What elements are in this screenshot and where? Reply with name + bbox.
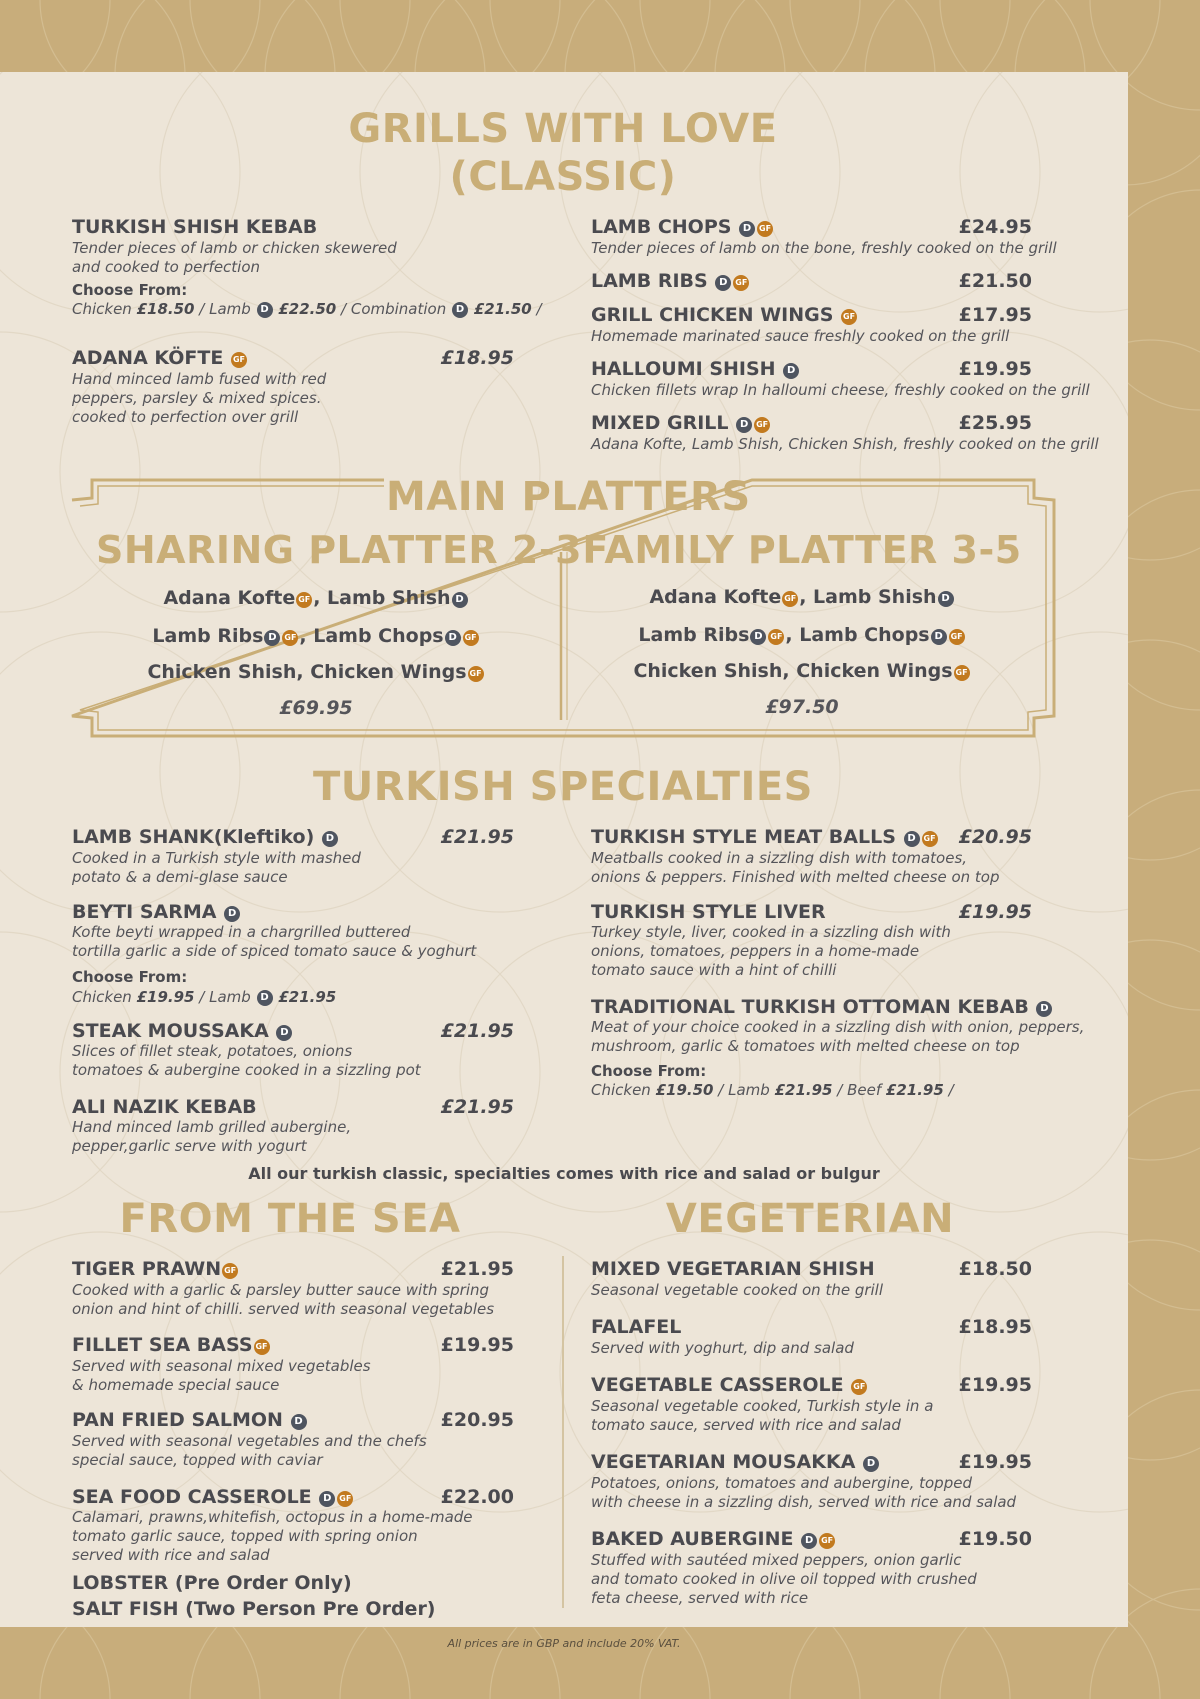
gluten-free-icon: GF — [222, 1263, 238, 1279]
option-separator: / — [536, 300, 542, 318]
ali-nazik-name: ALI NAZIK KEBAB — [72, 1096, 257, 1118]
item-name: VEGETABLE CASSEROLE — [591, 1374, 844, 1396]
column-divider — [562, 1256, 564, 1608]
option-label: / Lamb — [718, 1081, 770, 1099]
tiger-prawn-name — [72, 1258, 239, 1280]
steak-moussaka-desc: Slices of fillet steak, potatoes, onions — [72, 1042, 353, 1060]
halloumi-shish-desc: Chicken fillets wrap In halloumi cheese, freshly cooked on the grill — [591, 381, 1090, 399]
option-label: Chicken — [591, 1081, 651, 1099]
veg-shish-desc: Seasonal vegetable cooked on the grill — [591, 1281, 884, 1299]
dairy-icon: D — [1036, 1001, 1052, 1017]
option-label: / Beef — [837, 1081, 882, 1099]
dairy-icon: D — [783, 363, 799, 379]
gluten-free-icon: GF — [768, 629, 784, 645]
option-label: / Lamb — [199, 988, 251, 1006]
beyti-options — [72, 988, 336, 1007]
lamb-ribs-price: £21.50 — [958, 270, 1032, 292]
gluten-free-icon: GF — [296, 592, 312, 608]
ali-nazik-price: £21.95 — [440, 1096, 514, 1118]
dairy-icon: D — [445, 630, 461, 646]
option-price: £21.95 — [885, 1081, 944, 1099]
family-platter-line1 — [582, 586, 1022, 608]
grills-title-line2: (CLASSIC) — [449, 154, 677, 200]
platter-item: Chicken Shish, Chicken Wings — [147, 661, 467, 683]
veg-mousakka-desc: Potatoes, onions, tomatoes and aubergine, topped — [591, 1474, 972, 1492]
item-name: TIGER PRAWN — [72, 1258, 222, 1280]
baked-aubergine-desc: and tomato cooked in olive oil topped with crushed — [591, 1570, 977, 1588]
dairy-icon: D — [801, 1533, 817, 1549]
sharing-platter-price: £69.95 — [279, 697, 353, 719]
dairy-icon: D — [938, 591, 954, 607]
lamb-chops-price: £24.95 — [958, 216, 1032, 238]
ottoman-kebab-desc: mushroom, garlic & tomatoes with melted cheese on top — [591, 1037, 1020, 1055]
seafood-casserole-desc: tomato garlic sauce, topped with spring onion — [72, 1527, 418, 1545]
option-price: £19.95 — [136, 988, 195, 1006]
sea-bass-desc: & homemade special sauce — [72, 1376, 280, 1394]
meat-balls-desc: onions & peppers. Finished with melted cheese on top — [591, 868, 1000, 886]
sea-title: FROM THE SEA — [119, 1196, 461, 1242]
platter-item: Lamb Ribs — [152, 625, 264, 647]
sharing-platter-line2 — [96, 625, 536, 647]
gluten-free-icon: GF — [922, 831, 938, 847]
gluten-free-icon: GF — [757, 221, 773, 237]
ali-nazik-desc: pepper,garlic serve with yogurt — [72, 1137, 307, 1155]
option-price: £22.50 — [278, 300, 337, 318]
dairy-icon: D — [257, 302, 273, 318]
veg-mousakka-price: £19.95 — [958, 1451, 1032, 1473]
adana-kofte-desc: peppers, parsley & mixed spices. — [72, 389, 322, 407]
dairy-icon: D — [257, 990, 273, 1006]
item-name: LAMB RIBS — [591, 270, 708, 292]
item-name: HALLOUMI SHISH — [591, 358, 776, 380]
platters-title: MAIN PLATTERS — [386, 474, 751, 520]
dairy-icon: D — [750, 629, 766, 645]
option-price: £19.50 — [655, 1081, 714, 1099]
option-price: £18.50 — [136, 300, 195, 318]
option-separator: / — [948, 1081, 954, 1099]
item-name: VEGETARIAN MOUSAKKA — [591, 1451, 856, 1473]
dairy-icon: D — [863, 1456, 879, 1472]
dairy-icon: D — [904, 831, 920, 847]
veg-title: VEGETERIAN — [665, 1196, 955, 1242]
lamb-shank-desc: Cooked in a Turkish style with mashed — [72, 849, 361, 867]
shish-kebab-name: TURKISH SHISH KEBAB — [72, 216, 318, 238]
gluten-free-icon: GF — [463, 630, 479, 646]
item-name: BEYTI SARMA — [72, 901, 217, 923]
ottoman-options — [591, 1081, 954, 1100]
platter-item: Chicken Shish, Chicken Wings — [633, 660, 953, 682]
shish-kebab-desc: and cooked to perfection — [72, 258, 261, 276]
tiger-prawn-desc: Cooked with a garlic & parsley butter sauce with spring — [72, 1281, 490, 1299]
steak-moussaka-name — [72, 1020, 293, 1042]
beyti-sarma-desc: tortilla garlic a side of spiced tomato sauce & yoghurt — [72, 942, 477, 960]
liver-name: TURKISH STYLE LIVER — [591, 901, 826, 923]
item-name: MIXED GRILL — [591, 412, 729, 434]
dairy-icon: D — [319, 1491, 335, 1507]
gluten-free-icon: GF — [468, 666, 484, 682]
sharing-platter-title: SHARING PLATTER 2-3 — [96, 528, 583, 572]
dairy-icon: D — [322, 831, 338, 847]
option-price: £21.95 — [278, 988, 337, 1006]
falafel-name: FALAFEL — [591, 1316, 682, 1338]
sharing-platter-line3 — [96, 661, 536, 683]
platter-item: Adana Kofte — [163, 587, 296, 609]
veg-shish-price: £18.50 — [958, 1258, 1032, 1280]
baked-aubergine-name — [591, 1528, 836, 1550]
lamb-shank-desc: potato & a demi-glase sauce — [72, 868, 288, 886]
seafood-casserole-desc: Calamari, prawns,whitefish, octopus in a home-made — [72, 1508, 473, 1526]
seafood-casserole-desc: served with rice and salad — [72, 1546, 270, 1564]
baked-aubergine-desc: Stuffed with sautéed mixed peppers, onion garlic — [591, 1551, 962, 1569]
platter-item: Adana Kofte — [649, 586, 782, 608]
adana-kofte-name — [72, 347, 248, 369]
beyti-sarma-desc: Kofte beyti wrapped in a chargrilled buttered — [72, 923, 411, 941]
ali-nazik-desc: Hand minced lamb grilled aubergine, — [72, 1118, 352, 1136]
veg-casserole-price: £19.95 — [958, 1374, 1032, 1396]
item-name: TURKISH STYLE MEAT BALLS — [591, 826, 896, 848]
family-platter-line3 — [582, 660, 1022, 682]
gluten-free-icon: GF — [851, 1379, 867, 1395]
veg-casserole-desc: tomato sauce, served with rice and salad — [591, 1416, 901, 1434]
veg-casserole-name — [591, 1374, 868, 1396]
falafel-price: £18.95 — [958, 1316, 1032, 1338]
mixed-grill-name — [591, 412, 771, 434]
veg-mousakka-name — [591, 1451, 880, 1473]
family-platter-line2 — [582, 624, 1022, 646]
gluten-free-icon: GF — [819, 1533, 835, 1549]
tiger-prawn-price: £21.95 — [440, 1258, 514, 1280]
gluten-free-icon: GF — [949, 629, 965, 645]
dairy-icon: D — [715, 275, 731, 291]
steak-moussaka-price: £21.95 — [440, 1020, 514, 1042]
veg-casserole-desc: Seasonal vegetable cooked, Turkish style in a — [591, 1397, 934, 1415]
item-name: SEA FOOD CASSEROLE — [72, 1486, 312, 1508]
item-name: LAMB SHANK(Kleftiko) — [72, 826, 315, 848]
option-label: Chicken — [72, 300, 132, 318]
option-price: £21.50 — [473, 300, 532, 318]
gluten-free-icon: GF — [782, 591, 798, 607]
sea-bass-desc: Served with seasonal mixed vegetables — [72, 1357, 371, 1375]
mixed-grill-desc: Adana Kofte, Lamb Shish, Chicken Shish, freshly cooked on the grill — [591, 435, 1099, 453]
item-name: BAKED AUBERGINE — [591, 1528, 794, 1550]
dairy-icon: D — [452, 592, 468, 608]
liver-desc: tomato sauce with a hint of chilli — [591, 961, 837, 979]
family-platter-price: £97.50 — [765, 696, 839, 718]
item-name: LAMB CHOPS — [591, 216, 732, 238]
option-label: / Combination — [341, 300, 447, 318]
shish-kebab-desc: Tender pieces of lamb or chicken skewered — [72, 239, 397, 257]
dairy-icon: D — [931, 629, 947, 645]
mixed-grill-price: £25.95 — [958, 412, 1032, 434]
item-name: ADANA KÖFTE — [72, 347, 224, 369]
item-name: GRILL CHICKEN WINGS — [591, 304, 834, 326]
liver-desc: Turkey style, liver, cooked in a sizzling dish with — [591, 923, 951, 941]
halloumi-shish-name — [591, 358, 800, 380]
salmon-desc: Served with seasonal vegetables and the chefs — [72, 1432, 427, 1450]
chicken-wings-name — [591, 304, 858, 326]
liver-price: £19.95 — [958, 901, 1032, 923]
lamb-chops-name — [591, 216, 774, 238]
salmon-name — [72, 1409, 308, 1431]
lamb-chops-desc: Tender pieces of lamb on the bone, freshly cooked on the grill — [591, 239, 1057, 257]
family-platter-title: FAMILY PLATTER 3-5 — [582, 528, 1022, 572]
tiger-prawn-desc: onion and hint of chilli. served with seasonal vegetables — [72, 1300, 495, 1318]
dairy-icon: D — [452, 302, 468, 318]
adana-kofte-desc: cooked to perfection over grill — [72, 408, 299, 426]
dairy-icon: D — [739, 221, 755, 237]
item-name: FILLET SEA BASS — [72, 1334, 253, 1356]
halloumi-shish-price: £19.95 — [958, 358, 1032, 380]
gluten-free-icon: GF — [754, 417, 770, 433]
lamb-shank-price: £21.95 — [440, 826, 514, 848]
sea-bass-price: £19.95 — [440, 1334, 514, 1356]
lobster-preorder: LOBSTER (Pre Order Only) — [72, 1572, 352, 1594]
gluten-free-icon: GF — [254, 1339, 270, 1355]
sea-bass-name — [72, 1334, 271, 1356]
veg-shish-name: MIXED VEGETARIAN SHISH — [591, 1258, 875, 1280]
meat-balls-price: £20.95 — [958, 826, 1032, 848]
item-name: TRADITIONAL TURKISH OTTOMAN KEBAB — [591, 996, 1029, 1018]
dairy-icon: D — [264, 630, 280, 646]
platter-item: Lamb Ribs — [638, 624, 750, 646]
adana-kofte-desc: Hand minced lamb fused with red — [72, 370, 327, 388]
option-label: / Lamb — [199, 300, 251, 318]
chicken-wings-price: £17.95 — [958, 304, 1032, 326]
ottoman-kebab-desc: Meat of your choice cooked in a sizzling dish with onion, peppers, — [591, 1018, 1085, 1036]
specialties-title: TURKISH SPECIALTIES — [313, 764, 813, 810]
beyti-choose-label: Choose From: — [72, 968, 188, 986]
baked-aubergine-price: £19.50 — [958, 1528, 1032, 1550]
option-price: £21.95 — [774, 1081, 833, 1099]
platter-item: , Lamb Chops — [299, 625, 444, 647]
falafel-desc: Served with yoghurt, dip and salad — [591, 1339, 854, 1357]
meat-balls-desc: Meatballs cooked in a sizzling dish with tomatoes, — [591, 849, 968, 867]
grills-title-line1: GRILLS WITH LOVE — [348, 106, 778, 152]
gluten-free-icon: GF — [954, 665, 970, 681]
platter-item: , Lamb Shish — [799, 586, 937, 608]
sharing-platter-line1 — [96, 587, 536, 609]
veg-mousakka-desc: with cheese in a sizzling dish, served with rice and salad — [591, 1493, 1017, 1511]
vat-footer: All prices are in GBP and include 20% VAT. — [447, 1637, 681, 1650]
dairy-icon: D — [224, 906, 240, 922]
item-name: PAN FRIED SALMON — [72, 1409, 283, 1431]
gluten-free-icon: GF — [231, 352, 247, 368]
platter-item: , Lamb Chops — [785, 624, 930, 646]
gluten-free-icon: GF — [733, 275, 749, 291]
shish-options — [72, 300, 542, 319]
specialties-note: All our turkish classic, specialties comes with rice and salad or bulgur — [248, 1164, 880, 1183]
lamb-shank-name — [72, 826, 339, 848]
meat-balls-name — [591, 826, 939, 848]
seafood-casserole-price: £22.00 — [440, 1486, 514, 1508]
salmon-desc: special sauce, topped with caviar — [72, 1451, 323, 1469]
ottoman-choose-label: Choose From: — [591, 1062, 707, 1080]
adana-kofte-price: £18.95 — [440, 347, 514, 369]
salmon-price: £20.95 — [440, 1409, 514, 1431]
shish-choose-label: Choose From: — [72, 281, 188, 299]
item-name: STEAK MOUSSAKA — [72, 1020, 269, 1042]
dairy-icon: D — [291, 1414, 307, 1430]
gluten-free-icon: GF — [841, 309, 857, 325]
option-label: Chicken — [72, 988, 132, 1006]
platter-item: , Lamb Shish — [313, 587, 451, 609]
gluten-free-icon: GF — [282, 630, 298, 646]
dairy-icon: D — [736, 417, 752, 433]
beyti-sarma-name — [72, 901, 241, 923]
dairy-icon: D — [276, 1025, 292, 1041]
saltfish-preorder: SALT FISH (Two Person Pre Order) — [72, 1598, 436, 1620]
lamb-ribs-name — [591, 270, 750, 292]
liver-desc: onions, tomatoes, peppers in a home-made — [591, 942, 920, 960]
ottoman-kebab-name — [591, 996, 1053, 1018]
baked-aubergine-desc: feta cheese, served with rice — [591, 1589, 809, 1607]
chicken-wings-desc: Homemade marinated sauce freshly cooked on the grill — [591, 327, 1010, 345]
seafood-casserole-name — [72, 1486, 354, 1508]
gluten-free-icon: GF — [337, 1491, 353, 1507]
steak-moussaka-desc: tomatoes & aubergine cooked in a sizzling pot — [72, 1061, 421, 1079]
